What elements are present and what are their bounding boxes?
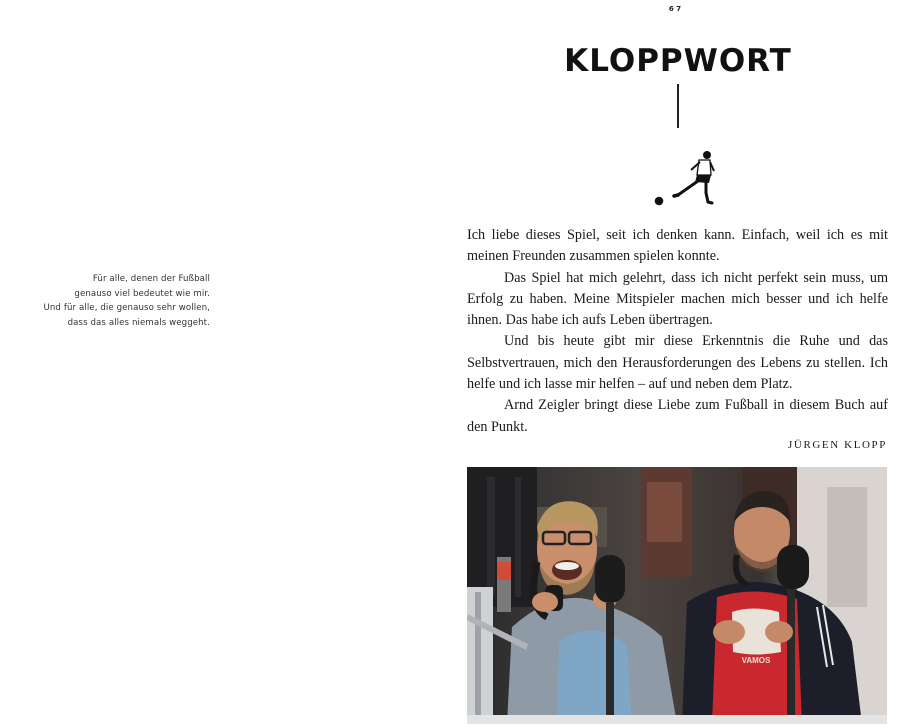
paragraph: Und bis heute gibt mir diese Erkenntnis die Ruhe und das Selbstvertrauen, mich den Herausforderungen des Lebens zu stellen. Ich helfe und ich lasse mir helfen – auf und neben dem Platz. — [467, 333, 888, 393]
soccer-player-icon — [648, 148, 718, 210]
dedication-line: dass das alles niemals weggeht. — [67, 317, 210, 328]
title-rule — [677, 84, 679, 128]
paragraph: Ich liebe dieses Spiel, seit ich denken kann. Einfach, weil ich es mit meinen Freunden zusammen spielen konnte. — [467, 227, 888, 265]
page-number: 6 7 — [668, 5, 682, 13]
radio-studio-photo — [467, 467, 887, 724]
foreword-text — [467, 225, 888, 438]
dedication-line: Und für alle, die genauso sehr wollen, — [43, 303, 210, 314]
paragraph: Das Spiel hat mich gelehrt, dass ich nicht perfekt sein muss, um Erfolg zu haben. Meine Mitspieler machen mich besser und ich helfe ihnen. Das habe ich aufs Leben übertragen. — [467, 269, 888, 329]
paragraph: Arnd Zeigler bringt diese Liebe zum Fußball in diesem Buch auf den Punkt. — [467, 397, 888, 435]
photo-shirt-text: VAMOS — [741, 656, 771, 665]
chapter-title: KLOPPWORT — [564, 43, 792, 79]
dedication-line: genauso viel bedeutet wie mir. — [74, 288, 210, 299]
dedication-line: Für alle, denen der Fußball — [92, 274, 210, 284]
dedication — [0, 272, 210, 330]
author-signature: JÜRGEN KLOPP — [788, 439, 887, 451]
